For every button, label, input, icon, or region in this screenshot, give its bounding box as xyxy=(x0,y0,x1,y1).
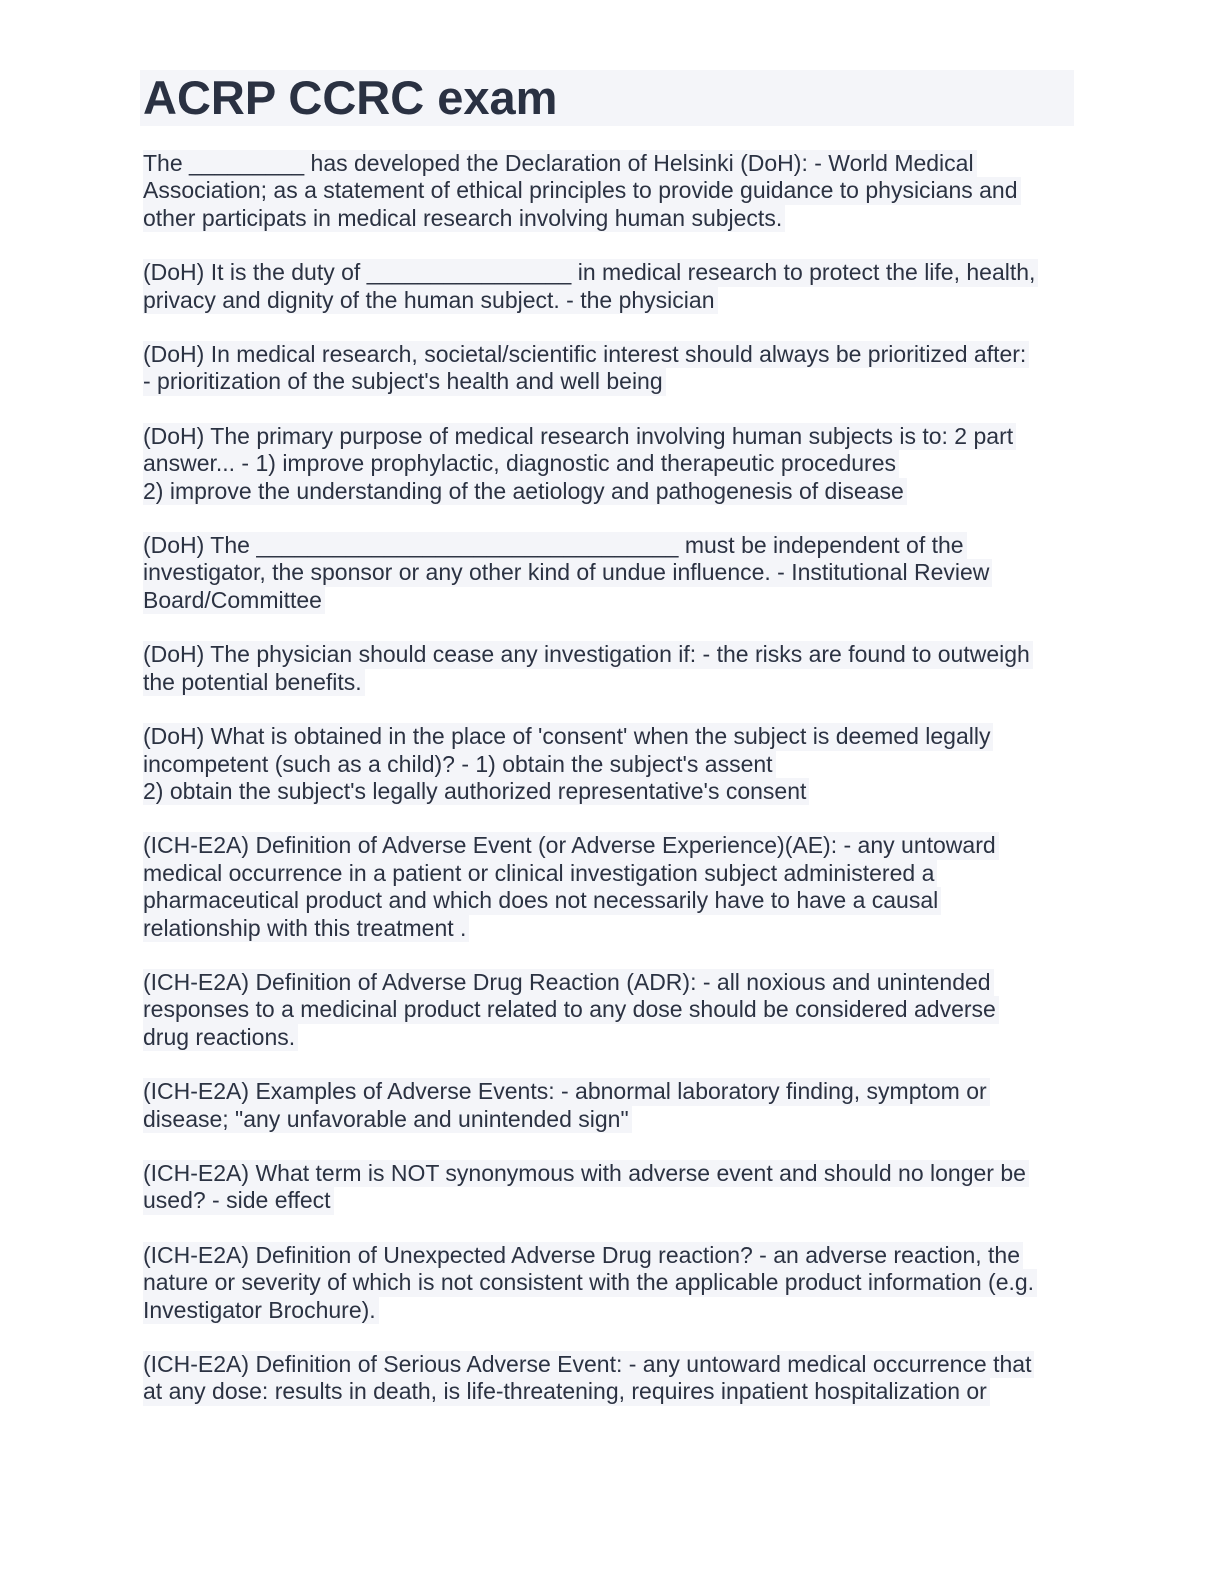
qa-item xyxy=(140,423,1074,505)
qa-line: (ICH-E2A) Definition of Adverse Event (or Adverse Experience)(AE): - any untoward xyxy=(143,832,999,859)
qa-line: (ICH-E2A) Definition of Unexpected Adverse Drug reaction? - an adverse reaction, the xyxy=(143,1242,1023,1269)
qa-item xyxy=(140,1351,1074,1406)
qa-line: other participats in medical research involving human subjects. xyxy=(143,205,785,232)
qa-item xyxy=(140,1242,1074,1324)
qa-line: The _________ has developed the Declaration of Helsinki (DoH): - World Medical xyxy=(143,150,977,177)
qa-line: Investigator Brochure). xyxy=(143,1297,379,1324)
qa-item xyxy=(140,723,1074,805)
qa-item xyxy=(140,259,1074,314)
qa-item xyxy=(140,969,1074,1051)
qa-line: nature or severity of which is not consistent with the applicable product information (e.g. xyxy=(143,1269,1037,1296)
qa-item xyxy=(140,150,1074,232)
qa-line: 2) obtain the subject's legally authorized representative's consent xyxy=(143,778,809,805)
qa-line: (DoH) The physician should cease any investigation if: - the risks are found to outweigh xyxy=(143,641,1033,668)
qa-line: medical occurrence in a patient or clinical investigation subject administered a xyxy=(143,860,937,887)
qa-line: (DoH) In medical research, societal/scientific interest should always be prioritized after: xyxy=(143,341,1029,368)
qa-line: (ICH-E2A) Examples of Adverse Events: - abnormal laboratory finding, symptom or xyxy=(143,1078,990,1105)
qa-line: investigator, the sponsor or any other kind of undue influence. - Institutional Review xyxy=(143,559,992,586)
qa-line: (DoH) It is the duty of ________________ in medical research to protect the life, health, xyxy=(143,259,1038,286)
qa-line: privacy and dignity of the human subject. - the physician xyxy=(143,287,718,314)
qa-item xyxy=(140,1078,1074,1133)
document-page xyxy=(140,70,1074,1433)
qa-line: (DoH) The primary purpose of medical research involving human subjects is to: 2 part xyxy=(143,423,1016,450)
document-title: ACRP CCRC exam xyxy=(143,71,558,124)
qa-line: answer... - 1) improve prophylactic, diagnostic and therapeutic procedures xyxy=(143,450,899,477)
qa-item xyxy=(140,532,1074,614)
qa-line: (ICH-E2A) Definition of Serious Adverse Event: - any untoward medical occurrence that xyxy=(143,1351,1034,1378)
qa-line: (ICH-E2A) Definition of Adverse Drug Reaction (ADR): - all noxious and unintended xyxy=(143,969,994,996)
qa-item xyxy=(140,341,1074,396)
qa-line: Association; as a statement of ethical principles to provide guidance to physicians and xyxy=(143,177,1021,204)
qa-line: 2) improve the understanding of the aetiology and pathogenesis of disease xyxy=(143,478,907,505)
qa-line: Board/Committee xyxy=(143,587,325,614)
qa-line: the potential benefits. xyxy=(143,669,365,696)
qa-line: disease; "any unfavorable and unintended sign" xyxy=(143,1106,632,1133)
qa-item xyxy=(140,832,1074,942)
qa-list xyxy=(140,150,1074,1406)
qa-line: at any dose: results in death, is life-threatening, requires inpatient hospitalization or xyxy=(143,1378,990,1405)
qa-line: drug reactions. xyxy=(143,1024,298,1051)
qa-line: incompetent (such as a child)? - 1) obtain the subject's assent xyxy=(143,751,776,778)
qa-item xyxy=(140,1160,1074,1215)
title-banner xyxy=(140,70,1074,126)
qa-line: relationship with this treatment . xyxy=(143,915,469,942)
qa-line: pharmaceutical product and which does not necessarily have to have a causal xyxy=(143,887,941,914)
qa-line: used? - side effect xyxy=(143,1187,334,1214)
qa-line: - prioritization of the subject's health and well being xyxy=(143,368,666,395)
qa-line: (ICH-E2A) What term is NOT synonymous with adverse event and should no longer be xyxy=(143,1160,1029,1187)
qa-line: responses to a medicinal product related to any dose should be considered adverse xyxy=(143,996,999,1023)
qa-line: (DoH) What is obtained in the place of 'consent' when the subject is deemed legally xyxy=(143,723,993,750)
qa-item xyxy=(140,641,1074,696)
qa-line: (DoH) The _________________________________ must be independent of the xyxy=(143,532,967,559)
